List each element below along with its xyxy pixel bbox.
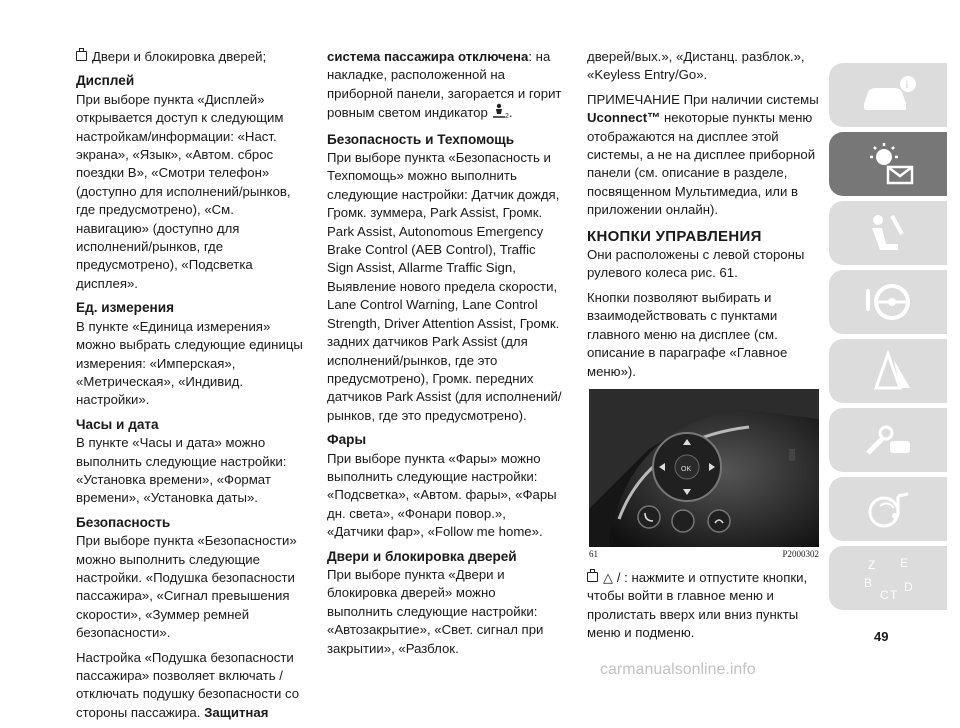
bullet-icon: [76, 51, 87, 61]
chapter-tabs: [829, 63, 947, 615]
steering-wheel-icon: [858, 279, 918, 325]
steering-wheel-buttons-photo: [589, 389, 819, 547]
svg-text:Z: Z: [868, 558, 876, 572]
watermark: carmanualsonline.info: [600, 661, 756, 678]
paragraph-doors-cont: дверей/вых.», «Дистанц. разблок.», «Keyless Entry/Go».: [587, 49, 805, 83]
heading-clock: Часы и дата: [76, 416, 159, 432]
multimedia-icon: [858, 486, 918, 532]
tab-safety[interactable]: [829, 201, 947, 265]
paragraph-nav-buttons: △ / : нажмите и отпустите кнопки, чтобы войти в главное меню и пролистать вверх или вниз пункты меню и подменю.: [587, 569, 808, 641]
tab-car-info[interactable]: [829, 63, 947, 127]
svg-text:i: i: [905, 80, 909, 91]
seat-airbag-icon: [858, 210, 918, 256]
figure-code: P2000302: [782, 548, 819, 559]
column-middle: [327, 48, 563, 664]
road-warning-icon: [858, 348, 918, 394]
svg-text:B: B: [864, 576, 873, 590]
svg-text:T: T: [890, 588, 898, 601]
column-right: [587, 48, 827, 649]
triangle-up-icon: △: [603, 569, 614, 585]
tab-multimedia[interactable]: [829, 477, 947, 541]
note-paragraph: ПРИМЕЧАНИЕ При наличии системы Uconnect™ некоторые пункты меню отображаются на дисплее этой системы, а не на дисплее приборной панели (см. описание в разделе, посвященном Мультимедиа, или в приложении онлайн).: [587, 91, 819, 218]
paragraph-safety-1: При выборе пункта «Безопасности» можно выполнить следующие настройки. «Подушка безопасности пассажира», «Сигнал превышения скорости», «Зуммер ремней безопасности».: [76, 533, 297, 641]
heading-control-buttons: КНОПКИ УПРАВЛЕНИЯ: [587, 227, 762, 245]
paragraph-display: При выборе пункта «Дисплей» открывается доступ к следующим настройкам/информации: «Наст. экрана», «Язык», «Автом. сброс поездки B», «Смотри телефон» (доступно для исполнений/рынков, где предусмотрено), «См. навигацию» (доступно для исполнений/рынков, где предусмотрено), «Подсветка дисплея».: [76, 91, 291, 291]
heading-units: Ед. измерения: [76, 300, 175, 316]
tab-starting-driving[interactable]: [829, 270, 947, 334]
svg-text:E: E: [900, 556, 909, 570]
paragraph-assist: При выборе пункта «Безопасность и Техпомощь» можно выполнить следующие настройки: Датчик дождя, Громк. зуммера, Park Assist, Громк. Park Assist, Autonomous Emergency Brake Control (AEB Control), Traffic Sign Assist, Allarme Traffic Sign, Выявление нового предела скорости, Lane Control Warning, Lane Control Strength, Driver Attention Assist, Громк. задних датчиков Park Assist (для исполнений/рынков, где это предусмотрено), Громк. передних датчиков Park Assist (для исполнений/рынков, где это предусмотрено).: [327, 150, 562, 423]
index-letters-icon: [858, 555, 918, 601]
page-number: 49: [874, 629, 889, 644]
tab-index[interactable]: [829, 546, 947, 610]
figure-number: 61: [589, 548, 598, 559]
phone-buttons[interactable]: [638, 506, 730, 532]
heading-safety: Безопасность: [76, 514, 171, 530]
bullet-icon: [587, 572, 598, 582]
paragraph-safety-2: Настройка «Подушка безопасности пассажира» позволяет включать / отключать подушку безопасности со стороны пассажира. Защитная: [76, 649, 300, 720]
paragraph-doors: При выборе пункта «Двери и блокировка дверей» можно выполнить следующие настройки: «Автозакрытие», «Свет. сигнал при закрытии», «Разблок.: [327, 566, 544, 656]
tab-warning-lights[interactable]: [829, 132, 947, 196]
svg-text:C: C: [880, 588, 889, 601]
heading-assist: Безопасность и Техпомощь: [327, 131, 515, 147]
tab-emergency[interactable]: [829, 339, 947, 403]
paragraph-clock: В пункте «Часы и дата» можно выполнить следующие настройки: «Установка времени», «Формат времени», «Установка даты».: [76, 435, 287, 506]
menu-item-doors-line: Двери и блокировка дверей;: [76, 48, 308, 66]
ok-label: OK: [681, 465, 692, 473]
heading-doors: Двери и блокировка дверей: [327, 548, 517, 564]
paragraph-buttons-location: Они расположены с левой стороны рулевого колеса рис. 61.: [587, 247, 805, 281]
passenger-airbag-off-indicator-icon: [491, 103, 509, 124]
figure-caption: [589, 547, 819, 561]
paragraph-buttons-function: Кнопки позволяют выбирать и взаимодействовать с пунктами главного меню на дисплее (см. описание в параграфе «Главное меню»).: [587, 289, 788, 379]
svg-text:2: 2: [504, 113, 509, 120]
paragraph-airbag-off: система пассажира отключена: на накладке, расположенной на приборной панели, загорается и горит ровным светом индикатор 2 .: [327, 48, 563, 125]
heading-lights: Фары: [327, 432, 367, 448]
column-left: [76, 48, 308, 728]
navigation-button-pad[interactable]: [653, 433, 721, 501]
svg-text:D: D: [904, 580, 913, 594]
wrench-car-icon: [858, 417, 918, 463]
warning-lights-message-icon: [858, 141, 918, 187]
heading-display: Дисплей: [76, 73, 135, 89]
car-info-icon: [858, 72, 918, 118]
paragraph-lights: При выборе пункта «Фары» можно выполнить следующие настройки: «Подсветка», «Автом. фары», «Фары дн. света», «Фонари повор.», «Датчики фар», «Follow me home».: [327, 450, 557, 540]
paragraph-units: В пункте «Единица измерения» можно выбрать следующие единицы измерения: «Имперская», «Метрическая», «Индивид. настройки».: [76, 318, 303, 408]
tab-maintenance[interactable]: [829, 408, 947, 472]
